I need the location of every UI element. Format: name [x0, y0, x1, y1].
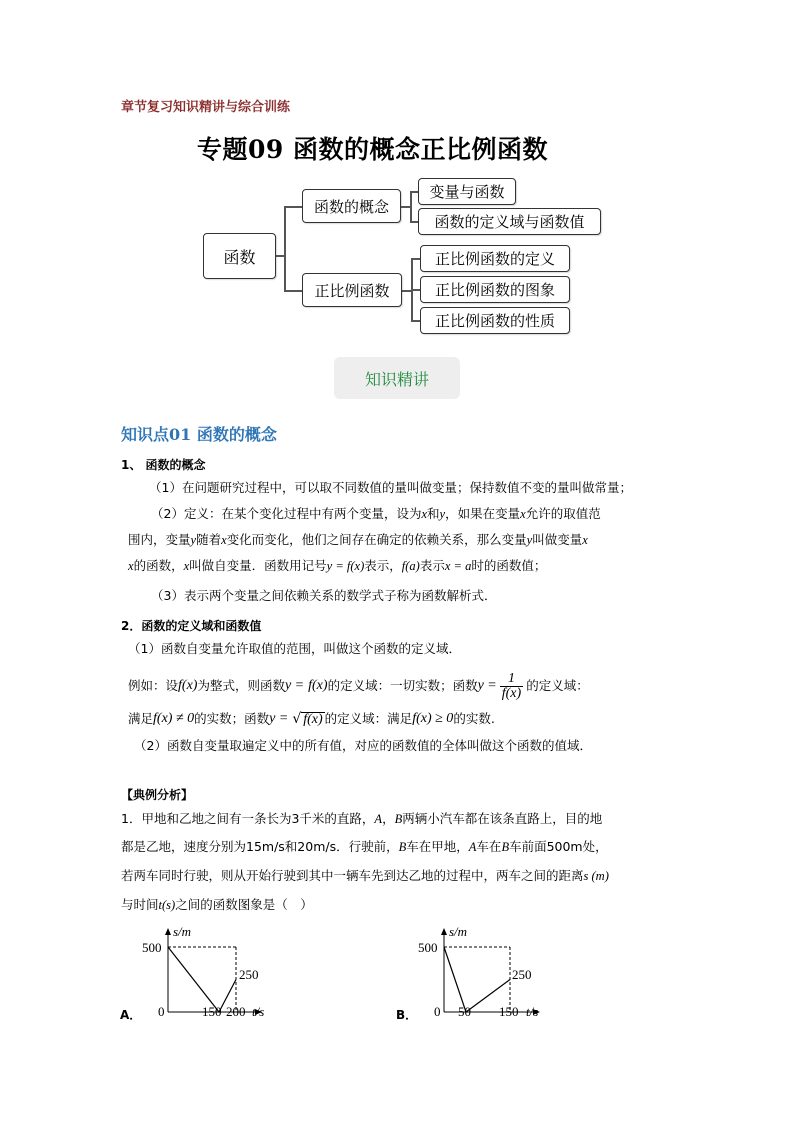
connector [276, 255, 284, 257]
text: 的定义域： [526, 677, 589, 693]
math: f(x) [303, 711, 323, 727]
math: y = f(x) [326, 559, 365, 573]
math: f(x) [178, 678, 198, 693]
text: ， [382, 811, 395, 826]
connector [284, 290, 302, 292]
math: x [421, 507, 428, 521]
connector [410, 221, 418, 223]
text: 叫做自变量．函数用记号 [189, 558, 327, 573]
y-axis-label: s/m [449, 924, 468, 939]
example-line-1 [121, 813, 602, 826]
math: B [398, 840, 407, 854]
text: 的定义域：一切实数；函数 [327, 677, 478, 693]
x-tick-label: 200 [226, 1004, 246, 1019]
math: f(x) ≠ 0 [153, 711, 195, 726]
text: 变化而变化，他们之间存在确定的依赖关系，那么变量 [226, 532, 527, 547]
fraction [500, 672, 523, 701]
text: 随着 [196, 532, 222, 547]
text: 满足 [128, 710, 154, 726]
math: y [526, 533, 533, 547]
text: 1．甲地和乙地之间有一条长为3千米的直路， [121, 811, 375, 826]
kp2-para-1: （1）函数自变量允许取值的范围，叫做这个函数的定义域． [128, 641, 461, 656]
text: ，如果在变量 [445, 506, 521, 521]
x-axis-label: t/s [526, 1004, 539, 1019]
connector [284, 206, 302, 208]
connector [411, 258, 420, 260]
knowledge-point-title: 知识点01 函数的概念 [121, 425, 277, 444]
mindmap-leaf-domain: 函数的定义域与函数值 [418, 208, 601, 235]
mindmap-leaf-pgraph: 正比例函数的图象 [420, 276, 570, 303]
example-line-3 [121, 870, 609, 883]
text: 的实数；函数 [194, 710, 270, 726]
option-label: B． [396, 1008, 418, 1022]
math: y = [477, 678, 497, 693]
example-heading: 【典例分析】 [121, 788, 194, 802]
graph-option-a[interactable] [118, 924, 278, 1024]
text: 叫做变量 [532, 532, 583, 547]
sqrt-symbol: √ [292, 711, 302, 727]
text: 时的函数值； [471, 558, 547, 573]
math: y [439, 507, 446, 521]
math: f(x) [308, 678, 328, 693]
text: 和 [427, 506, 440, 521]
kp1-heading: 1、 函数的概念 [121, 458, 206, 472]
graph-curve [168, 947, 236, 1012]
connector [411, 289, 420, 291]
text: 表示， [364, 558, 402, 573]
mindmap-leaf-pdef: 正比例函数的定义 [420, 245, 570, 272]
fraction-denominator: f(x) [501, 685, 522, 701]
math: x [520, 507, 526, 521]
math: B [394, 812, 403, 826]
kp1-para-1: （1）在问题研究过程中，可以取不同数值的量叫做变量；保持数值不变的量叫做常量； [149, 480, 632, 495]
text: 的函数， [133, 558, 184, 573]
mindmap-branch-proportional: 正比例函数 [302, 273, 402, 307]
option-label: A． [120, 1008, 142, 1022]
kp1-para-3 [128, 534, 588, 547]
section-badge: 知识精讲 [334, 357, 460, 399]
text: 与时间 [121, 897, 159, 912]
y-arrow [441, 928, 447, 935]
text: 的定义域：满足 [324, 710, 413, 726]
y-tick-label: 500 [142, 940, 162, 955]
mindmap-leaf-variable: 变量与函数 [418, 178, 516, 205]
math: y = [269, 711, 289, 726]
graph-option-b[interactable] [394, 924, 559, 1024]
example-line-2 [121, 841, 608, 854]
header-label: 章节复习知识精讲与综合训练 [121, 100, 291, 115]
math: A [468, 840, 477, 854]
x-tick-label: 150 [202, 1004, 222, 1019]
x-tick-label: 50 [458, 1004, 471, 1019]
fraction-numerator: 1 [500, 672, 523, 687]
mindmap-root: 函数 [203, 233, 276, 279]
end-value-label: 250 [239, 967, 259, 982]
text: （2）定义：在某个变化过程中有两个变量，设为 [151, 506, 422, 521]
text: 表示 [419, 558, 445, 573]
connector [284, 206, 286, 291]
math: t(s) [158, 898, 176, 912]
origin-label: 0 [158, 1004, 165, 1019]
kp1-para-2 [151, 508, 601, 521]
mindmap-leaf-pprop: 正比例函数的性质 [420, 307, 570, 334]
math: A [374, 812, 383, 826]
text: 车前面500m处， [509, 839, 608, 854]
page-title: 专题09 函数的概念正比例函数 [197, 135, 548, 164]
math: x [183, 559, 190, 573]
math: x = a [444, 559, 472, 573]
connector [411, 320, 420, 322]
kp2-heading: 2．函数的定义域和函数值 [121, 619, 262, 633]
math: B [501, 840, 510, 854]
kp1-para-5: （3）表示两个变量之间依赖关系的数学式子称为函数解析式． [151, 588, 497, 603]
text: 之间的函数图象是（ ） [175, 897, 313, 912]
text: 的实数. [453, 710, 495, 726]
mindmap-branch-concept: 函数的概念 [302, 189, 401, 223]
math: f(x) ≥ 0 [412, 711, 454, 726]
math: y [190, 533, 197, 547]
example-line-4 [121, 899, 313, 912]
math: f(a) [401, 559, 420, 573]
math: x [221, 533, 227, 547]
text: 都是乙地，速度分别为15m/s和20m/s．行驶前， [121, 839, 399, 854]
text: 车在 [476, 839, 502, 854]
connector [410, 191, 418, 193]
text: 若两车同时行驶，则从开始行驶到其中一辆车先到达乙地的过程中，两车之间的距离 [121, 868, 584, 883]
text: 车在甲地， [406, 839, 469, 854]
y-axis-label: s/m [173, 924, 192, 939]
text: 两辆小汽车都在该条直路上，目的地 [402, 811, 603, 826]
kp1-para-4 [128, 560, 546, 573]
y-tick-label: 500 [418, 940, 438, 955]
math: x [128, 559, 134, 573]
text: 围内，变量 [128, 532, 191, 547]
connector [410, 191, 412, 222]
end-value-label: 250 [512, 967, 532, 982]
x-axis-label: t/s [252, 1004, 265, 1019]
text: 允许的取值范 [525, 506, 601, 521]
origin-label: 0 [434, 1004, 441, 1019]
kp2-para-3 [128, 710, 495, 728]
math: x [582, 533, 588, 547]
x-tick-label: 150 [499, 1004, 519, 1019]
graph-curve [444, 947, 510, 1012]
text: 例如：设 [128, 677, 179, 693]
kp2-para-2 [128, 668, 589, 704]
text: 为整式，则函数 [197, 677, 285, 693]
math: s (m) [583, 869, 609, 883]
y-arrow [165, 928, 171, 935]
kp2-para-4: （2）函数自变量取遍定义中的所有值，对应的函数值的全体叫做这个函数的值域． [134, 738, 592, 753]
math: y = [284, 678, 305, 693]
